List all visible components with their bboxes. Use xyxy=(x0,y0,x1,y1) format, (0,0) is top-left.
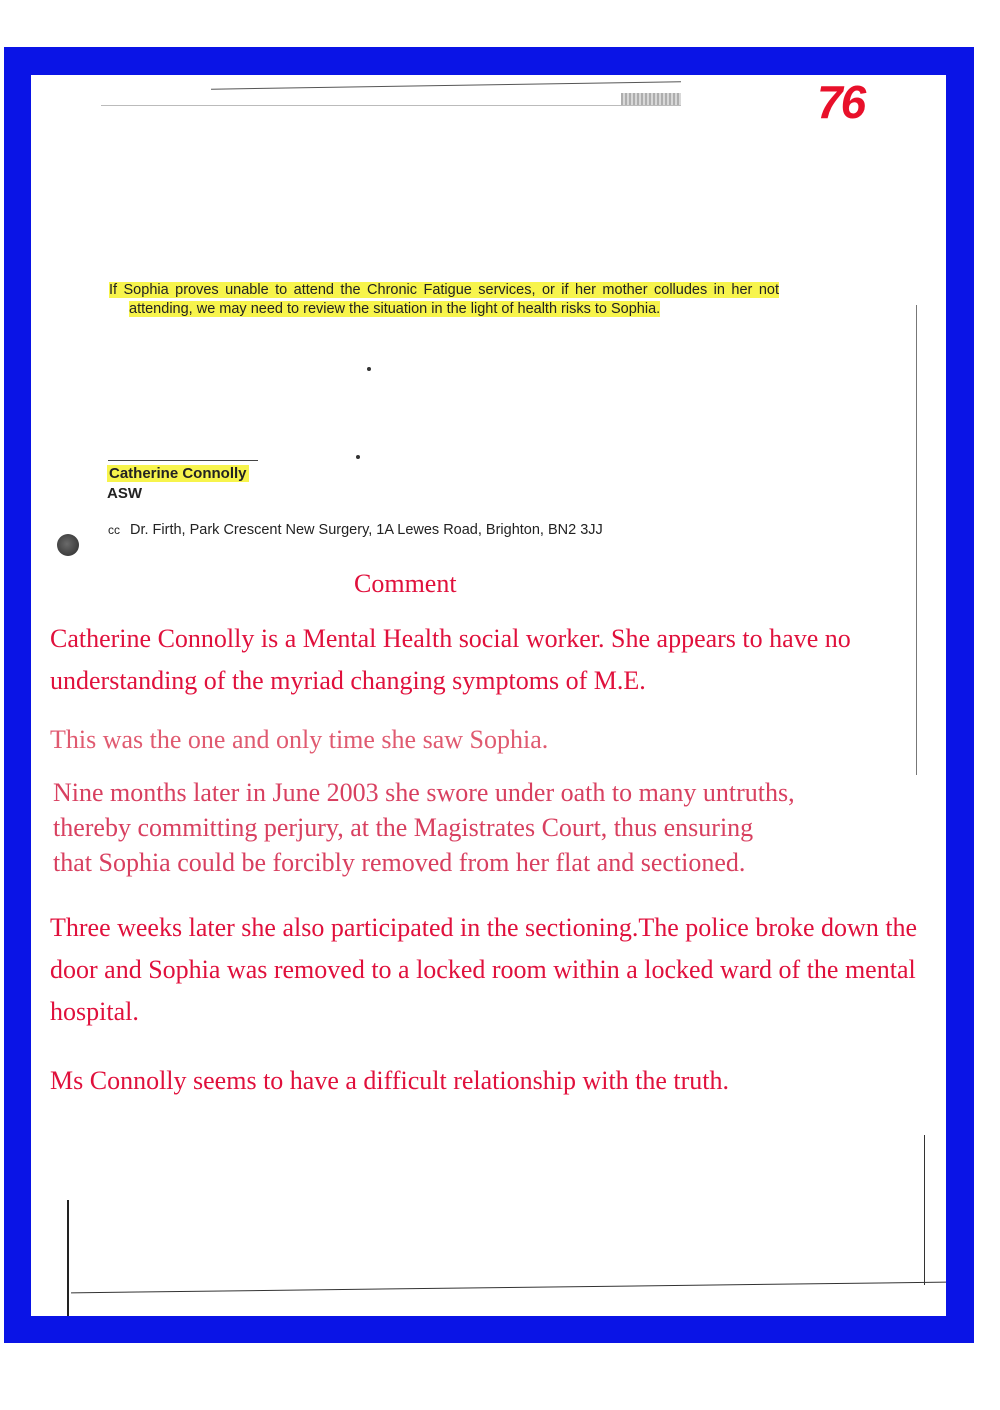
letter-closing-paragraph xyxy=(109,281,779,319)
scan-edge-line-right-lower xyxy=(924,1135,925,1285)
comment-paragraph-3 xyxy=(53,775,913,880)
scan-speck xyxy=(356,455,360,459)
highlighted-paragraph-text: If Sophia proves unable to attend the Chronic Fatigue services, or if her mother colludes in her not attending, we may need to review the situation in the light of health risks to Sophia. xyxy=(109,282,779,317)
cc-recipient: Dr. Firth, Park Crescent New Surgery, 1A Lewes Road, Brighton, BN2 3JJ xyxy=(130,522,603,538)
comment-heading: Comment xyxy=(354,569,457,598)
signature-line xyxy=(108,460,258,461)
cc-line xyxy=(108,522,603,538)
scan-edge-line-bottom xyxy=(71,1282,946,1294)
punch-hole xyxy=(57,534,79,556)
comment-paragraph-5: Ms Connolly seems to have a difficult relationship with the truth. xyxy=(50,1066,730,1095)
comment-paragraph-3-line: Nine months later in June 2003 she swore under oath to many untruths, xyxy=(53,778,795,807)
scan-speck xyxy=(367,367,371,371)
comment-paragraph-3-line: that Sophia could be forcibly removed from her flat and sectioned. xyxy=(53,848,746,877)
comment-paragraph-4: Three weeks later she also participated in the sectioning.The police broke down the door and Sophia was removed to a locked room within a locked ward of the mental hospital. xyxy=(50,913,918,1026)
scan-artifact-strip xyxy=(621,93,681,105)
cc-label: cc xyxy=(108,523,120,537)
scan-edge-line-top xyxy=(211,81,681,89)
signature-title: ASW xyxy=(107,485,142,502)
comment-paragraph-1: Catherine Connolly is a Mental Health social worker. She appears to have no understanding of the myriad changing symptoms of M.E. xyxy=(50,624,851,695)
scan-edge-line-top-2 xyxy=(101,105,681,106)
scan-edge-line-right xyxy=(916,305,917,775)
signature-name: Catherine Connolly xyxy=(109,465,247,482)
comment-paragraph-2: This was the one and only time she saw Sophia. xyxy=(50,725,549,754)
scanned-letter-page xyxy=(31,75,946,1316)
handwritten-page-number: 76 xyxy=(817,76,865,128)
scan-edge-line-left xyxy=(67,1200,69,1316)
comment-paragraph-3-line: thereby committing perjury, at the Magistrates Court, thus ensuring xyxy=(53,813,754,842)
